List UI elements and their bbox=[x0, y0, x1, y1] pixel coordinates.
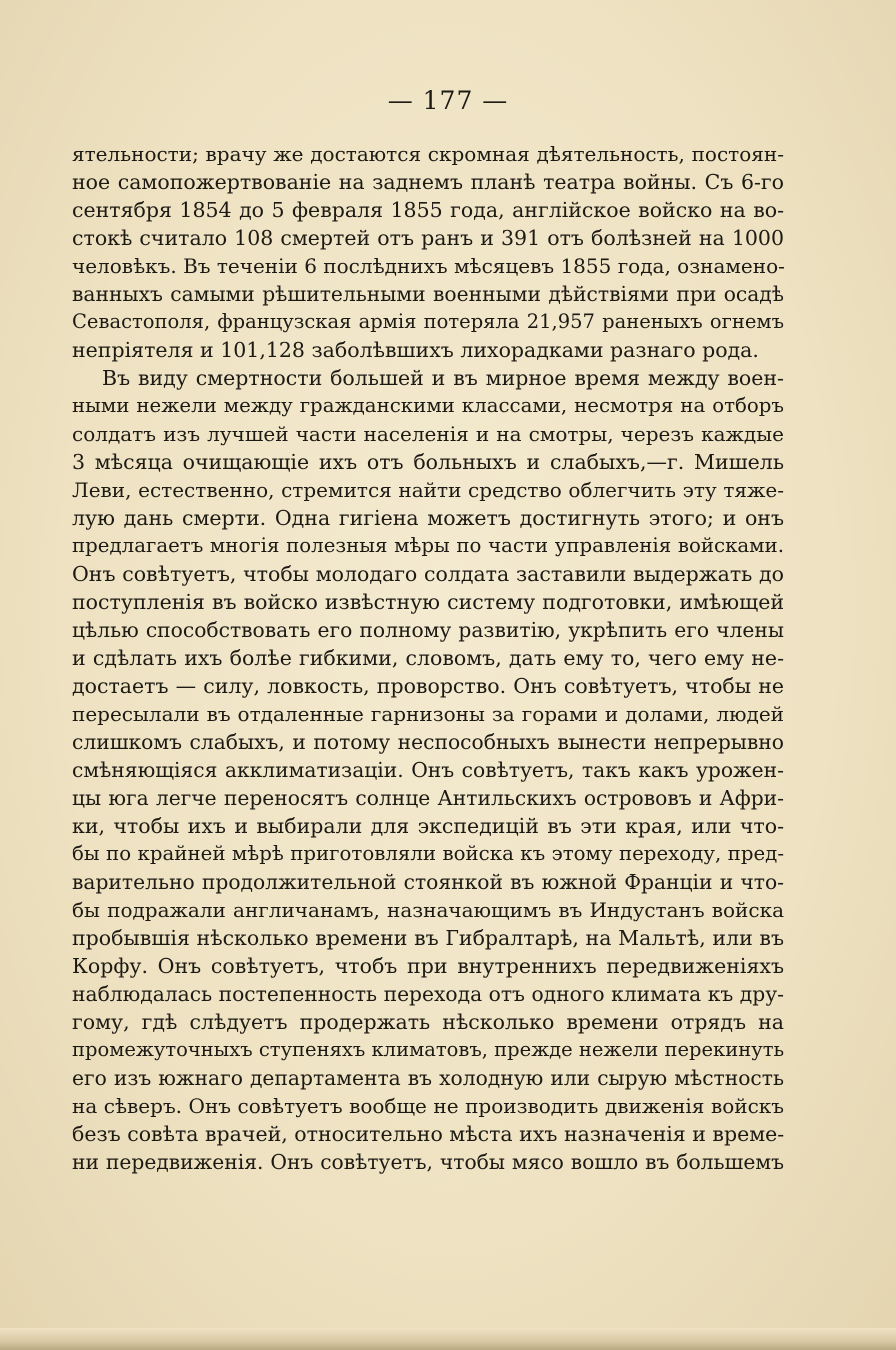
page-number: — 177 — bbox=[387, 86, 509, 115]
text-line: гому, гдѣ слѣдуетъ продержать нѣсколько времени отрядъ на bbox=[72, 1010, 784, 1034]
text-line: человѣкъ. Въ теченіи 6 послѣднихъ мѣсяцевъ 1855 года, ознамено- bbox=[72, 254, 785, 278]
text-line: поступленія въ войско извѣстную систему подготовки, имѣющей bbox=[72, 590, 784, 614]
text-line: бы по крайней мѣрѣ приготовляли войска къ этому переходу, пред- bbox=[72, 842, 784, 865]
text-line: пробывшія нѣсколько времени въ Гибралтарѣ, на Мальтѣ, или въ bbox=[72, 926, 784, 950]
text-line: его изъ южнаго департамента въ холодную или сырую мѣстность bbox=[72, 1066, 784, 1090]
text-line: стокѣ считало 108 смертей отъ ранъ и 391 отъ болѣзней на 1000 bbox=[72, 226, 784, 250]
text-line: и сдѣлать ихъ болѣе гибкими, словомъ, дать ему то, чего ему не- bbox=[72, 646, 784, 670]
text-line: варительно продолжительной стоянкой въ южной Франціи и что- bbox=[72, 870, 784, 894]
text-line: достаетъ — силу, ловкость, проворство. Онъ совѣтуетъ, чтобы не bbox=[72, 674, 784, 698]
text-line: 3 мѣсяца очищающіе ихъ отъ больныхъ и слабыхъ,—г. Мишель bbox=[72, 450, 784, 474]
text-line: бы подражали англичанамъ, назначающимъ въ Индустанъ войска bbox=[72, 898, 784, 922]
paragraph-end-line: непріятеля и 101,128 заболѣвшихъ лихорадками разнаго рода. bbox=[72, 338, 759, 362]
text-line: солдатъ изъ лучшей части населенія и на смотры, черезъ каждые bbox=[72, 422, 784, 446]
text-line: на сѣверъ. Онъ совѣтуетъ вообще не производить движенія войскъ bbox=[72, 1094, 784, 1118]
text-line: лую дань смерти. Одна гигіена можетъ достигнуть этого; и онъ bbox=[72, 506, 784, 530]
text-line: промежуточныхъ ступеняхъ климатовъ, прежде нежели перекинуть bbox=[72, 1038, 785, 1061]
text-line: ятельности; врачу же достаются скромная дѣятельность, постоян- bbox=[72, 142, 784, 166]
text-line: цы юга легче переносятъ солнце Антильскихъ острововъ и Афри- bbox=[72, 786, 784, 810]
text-line: сентября 1854 до 5 февраля 1855 года, англійское войско на во- bbox=[72, 198, 784, 222]
text-line: цѣлью способствовать его полному развитію, укрѣпить его члены bbox=[72, 618, 784, 642]
text-line: ванныхъ самыми рѣшительными военными дѣйствіями при осадѣ bbox=[72, 282, 784, 306]
text-line: смѣняющіяся акклиматизаціи. Онъ совѣтуетъ, такъ какъ урожен- bbox=[72, 758, 784, 782]
text-line: Онъ совѣтуетъ, чтобы молодаго солдата заставили выдержать до bbox=[72, 562, 784, 586]
body-text bbox=[72, 140, 784, 1176]
text-line: ное самопожертвованіе на заднемъ планѣ театра войны. Съ 6-го bbox=[72, 170, 784, 194]
text-line: безъ совѣта врачей, относительно мѣста ихъ назначенія и време- bbox=[72, 1122, 785, 1146]
text-line: предлагаетъ многія полезныя мѣры по части управленія войсками. bbox=[72, 534, 784, 557]
text-line: ни передвиженія. Онъ совѣтуетъ, чтобы мясо вошло въ большемъ bbox=[72, 1150, 784, 1174]
text-line: ными нежели между гражданскими классами, несмотря на отборъ bbox=[72, 394, 784, 417]
text-line: ки, чтобы ихъ и выбирали для экспедицій въ эти края, или что- bbox=[72, 814, 784, 838]
text-line: Корфу. Онъ совѣтуетъ, чтобъ при внутреннихъ передвиженіяхъ bbox=[72, 954, 784, 978]
text-line: Севастополя, французская армія потеряла 21,957 раненыхъ огнемъ bbox=[72, 310, 784, 333]
text-line: наблюдалась постепенность перехода отъ одного климата къ дру- bbox=[72, 982, 784, 1006]
text-line: слишкомъ слабыхъ, и потому неспособныхъ вынести непрерывно bbox=[72, 730, 784, 754]
page-bottom-edge bbox=[0, 1328, 896, 1350]
text-line: Леви, естественно, стремится найти средство облегчить эту тяже- bbox=[72, 478, 784, 502]
text-line: пересылали въ отдаленные гарнизоны за горами и долами, людей bbox=[72, 702, 784, 726]
paragraph-start-line: Въ виду смертности большей и въ мирное время между воен- bbox=[102, 366, 784, 390]
